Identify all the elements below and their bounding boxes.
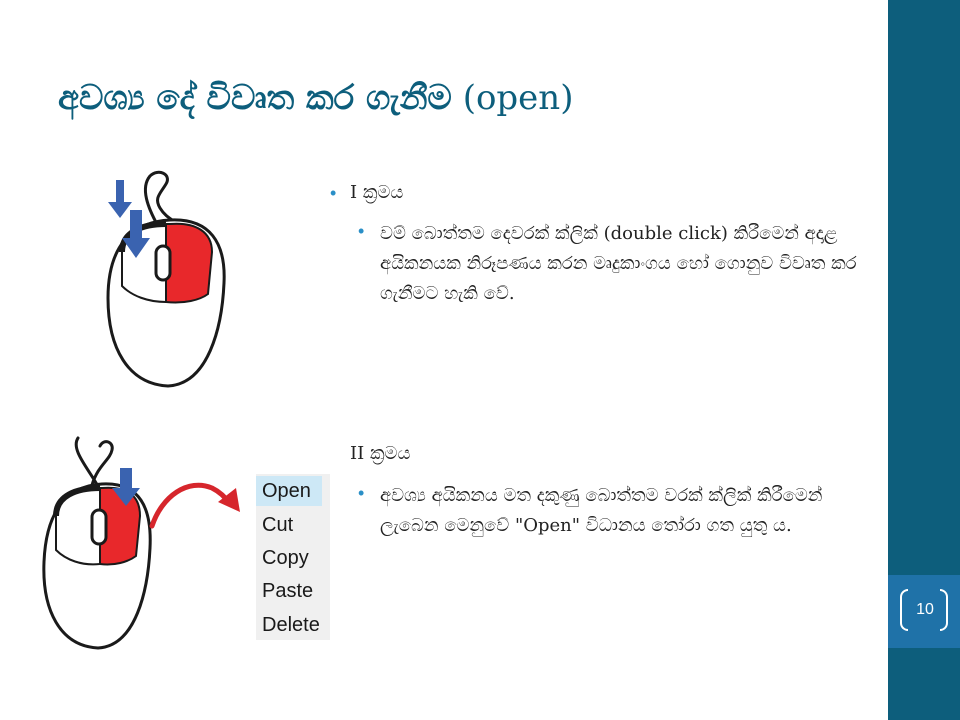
bullet-icon: •	[358, 221, 365, 241]
menu-item-cut[interactable]: Cut	[262, 514, 294, 536]
double-click-mouse-icon	[100, 168, 240, 393]
menu-item-delete[interactable]: Delete	[262, 614, 320, 636]
curved-arrow-icon	[152, 485, 230, 526]
bullet-icon: •	[330, 183, 337, 203]
bullet-icon: •	[358, 483, 365, 503]
context-menu	[256, 474, 330, 640]
method1-heading-text: I ක්‍රමය	[350, 182, 404, 203]
slide-title	[58, 70, 858, 126]
page-number: 10	[916, 601, 934, 618]
title-sinhala: අවශ්‍ය දේ විවෘත කර ගැනීම	[58, 78, 452, 118]
menu-item-paste[interactable]: Paste	[262, 580, 314, 602]
method2-heading: II ක්‍රමය	[350, 443, 411, 464]
right-click-mouse-icon	[40, 430, 250, 655]
bracket-right-icon	[940, 589, 948, 631]
menu-item-copy[interactable]: Copy	[262, 547, 309, 569]
title-english: (open)	[462, 78, 574, 118]
bracket-left-icon	[900, 589, 908, 631]
method1-description-text: වම් බොත්තම දෙවරක් ක්ලික් (double click) කිරීමෙන් අදාළ අයිකනයක නිරූපණය කරන මෘදුකාංගය හෝ ගොනුව විවෘත කර ගැනීමට හැකි වේ.	[380, 223, 857, 304]
page-number-tab	[888, 575, 960, 648]
method2-description-text: අවශ්‍ය අයිකනය මත දකුණු බොත්තම වරක් ක්ලික් කිරීමෙන් ලැබෙන මෙනුවේ "Open" විධානය තෝරා ගත යුතු ය.	[380, 485, 823, 536]
menu-item-open[interactable]: Open	[256, 476, 322, 506]
